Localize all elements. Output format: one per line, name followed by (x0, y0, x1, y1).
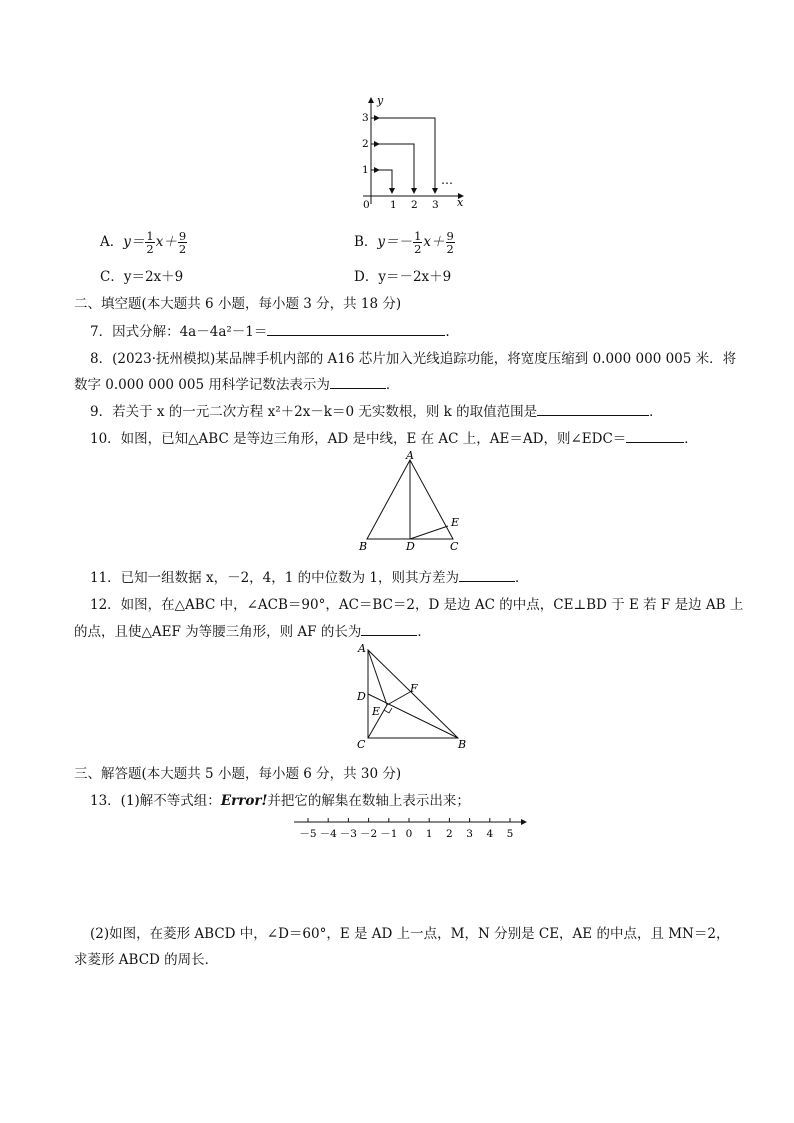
y-tick-2: 2 (362, 138, 369, 150)
step-path-1 (371, 170, 392, 193)
segment-ef (387, 692, 410, 705)
triangle-figure-q10 (355, 450, 470, 558)
option-c: C．y＝2x＋9 (100, 269, 184, 285)
y-tick-1: 1 (362, 164, 369, 176)
y-tick-3: 3 (362, 112, 369, 124)
option-d: D．y＝－2x＋9 (354, 269, 452, 285)
x-tick-1: 1 (390, 199, 397, 211)
number-line-label: 1 (425, 828, 433, 840)
error-placeholder: Error! (220, 793, 268, 809)
number-line-label: －1 (380, 828, 398, 840)
question-12-line1: 12．如图，在△ABC 中，∠ACB＝90°，AC＝BC＝2，D 是边 AC 的中点，CE⊥BD 于 E 若 F 是边 AB 上 (90, 597, 744, 613)
segment-de (410, 526, 448, 539)
step-path-3 (371, 118, 435, 193)
option-b-label: B． (354, 234, 378, 250)
label-e: E (451, 516, 460, 529)
answer-blank-9 (537, 402, 649, 416)
label-a: A (358, 642, 366, 655)
number-line-label: －4 (319, 828, 337, 840)
origin-label: 0 (363, 199, 370, 211)
segment-bd (368, 694, 458, 738)
question-8-line2: 数字 0.000 000 005 用科学记数法表示为 ． (74, 377, 400, 393)
number-line-label: －3 (339, 828, 357, 840)
label-b: B (458, 738, 467, 751)
answer-blank-11 (459, 568, 515, 582)
option-a-label: A． (100, 234, 124, 250)
answer-blank-7 (267, 322, 445, 336)
option-b: B．y＝－ $\frac{1}{2}$ x＋ $\frac{9}{2}$ (354, 229, 454, 256)
segment-ae (368, 650, 387, 705)
label-e: E (372, 705, 381, 718)
number-line-label: 4 (486, 828, 494, 840)
section-2-heading: 二、填空题(本大题共 6 小题，每小题 3 分，共 18 分) (74, 296, 402, 312)
question-13-part2-line2: 求菱形 ABCD 的周长． (74, 952, 219, 968)
ellipsis-mark: … (441, 173, 453, 187)
x-tick-2: 2 (411, 199, 418, 211)
number-line-label: －5 (299, 828, 317, 840)
answer-blank-8 (330, 375, 386, 389)
answer-blank-12 (361, 622, 417, 636)
number-line-label: 0 (405, 828, 413, 840)
label-d: D (357, 690, 366, 703)
x-axis-label: x (457, 196, 464, 209)
label-d: D (406, 540, 415, 553)
question-10: 10．如图，已知△ABC 是等边三角形，AD 是中线，E 在 AC 上，AE＝AD，则∠EDC＝ ． (90, 431, 698, 447)
number-line-label: －2 (360, 828, 378, 840)
number-line-label: 2 (446, 828, 453, 840)
question-8-line1: 8．(2023·抚州模拟)某品牌手机内部的 A16 芯片加入光线追踪功能，将宽度压缩到 0.000 000 005 米．将 (90, 351, 737, 367)
question-11: 11．已知一组数据 x，－2，4，1 的中位数为 1，则其方差为 ． (90, 570, 529, 586)
number-line-label: 3 (466, 828, 473, 840)
x-tick-3: 3 (432, 199, 439, 211)
question-12-line2: 的点，且使△AEF 为等腰三角形，则 AF 的长为 ． (74, 624, 431, 640)
question-7: 7．因式分解：4a－4a²－1＝ . (90, 324, 450, 340)
label-c: C (357, 738, 366, 751)
number-line-label: 5 (506, 828, 514, 840)
answer-blank-10 (626, 429, 684, 443)
number-line (292, 812, 532, 842)
question-13-part2-line1: (2)如图，在菱形 ABCD 中，∠D＝60°，E 是 AD 上一点，M，N 分别是 CE，AE 的中点，且 MN＝2， (90, 926, 730, 942)
label-b: B (359, 540, 368, 553)
question-9: 9．若关于 x 的一元二次方程 x²＋2x－k＝0 无实数根，则 k 的取值范围是 ． (90, 404, 663, 420)
label-c: C (450, 540, 459, 553)
y-axis-label: y (377, 94, 384, 107)
section-3-heading: 三、解答题(本大题共 5 小题，每小题 6 分，共 30 分) (74, 766, 402, 782)
triangle-figure-q12 (352, 642, 477, 754)
option-a: A．y＝ $\frac{1}{2}$ x＋ $\frac{9}{2}$ (100, 229, 187, 256)
label-a: A (406, 450, 414, 462)
label-f: F (410, 682, 418, 695)
step-graph-figure (355, 92, 470, 212)
question-13-part1: 13．(1)解不等式组：Error!并把它的解集在数轴上表示出来； (90, 793, 470, 809)
